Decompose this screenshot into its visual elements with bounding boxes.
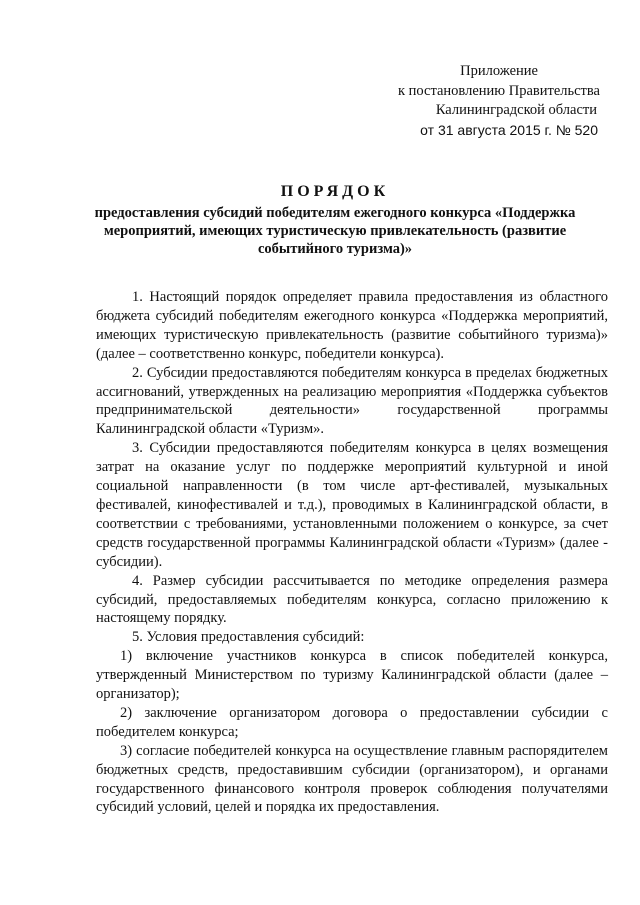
condition-item-3: 3) согласие победителей конкурса на осуществление главным распорядителем бюджетных средств, предоставившим субсидии (организатором), и органами государственного финансового контроля проверок соблюдения получателями субсидий условий, целей и порядка их предоставления. [96,742,608,816]
document-body [96,288,608,817]
paragraph-1: 1. Настоящий порядок определяет правила предоставления из областного бюджета субсидий победителям ежегодного конкурса «Поддержка мероприятий, имеющих туристическую привлекательность (развитие событийного туризма)» (далее – соответственно конкурс, победители конкурса). [96,289,608,362]
document-title: ПОРЯДОК [280,183,390,200]
appendix-region: Калининградской области [435,102,597,118]
appendix-label: Приложение [460,63,538,79]
appendix-date: от 31 августа 2015 г. № 520 [420,121,598,138]
paragraph-3: 3. Субсидии предоставляются победителям конкурса в целях возмещения затрат на оказание услуг по поддержке мероприятий культурной и иной социальной направленности (в том числе арт-фестивалей, музыкальных фестивалей, кинофестивалей и т.д.), проводимых в Калининградской области, в соответствии с требованиями, установленными положением о конкурсе, за счет средств государственной программы Калининградской области «Туризм» (далее - субсидии). [96,440,608,570]
document-subtitle: предоставления субсидий победителям ежегодного конкурса «Поддержка мероприятий, имеющих туристическую привлекательность (развитие событийного туризма)» [94,205,576,257]
paragraph-4: 4. Размер субсидии рассчитывается по методике определения размера субсидий, предоставляемых победителям конкурса, согласно приложению к настоящему порядку. [96,572,608,627]
paragraph-5: 5. Условия предоставления субсидий: [132,629,365,646]
condition-item-2: 2) заключение организатором договора о предоставлении субсидии с победителем конкурса; [96,704,608,740]
appendix-resolution: к постановлению Правительства [398,82,600,99]
paragraph-2: 2. Субсидии предоставляются победителям конкурса в пределах бюджетных ассигнований, утвержденных на реализацию мероприятия «Поддержка субъектов предпринимательской деятельности» государственной программы Калининградской области «Туризм». [96,364,608,438]
condition-item-1: 1) включение участников конкурса в список победителей конкурса, утвержденный Министерством по туризму Калининградской области (далее – организатор); [96,648,608,703]
document-heading [90,182,580,258]
appendix-block [320,62,600,140]
